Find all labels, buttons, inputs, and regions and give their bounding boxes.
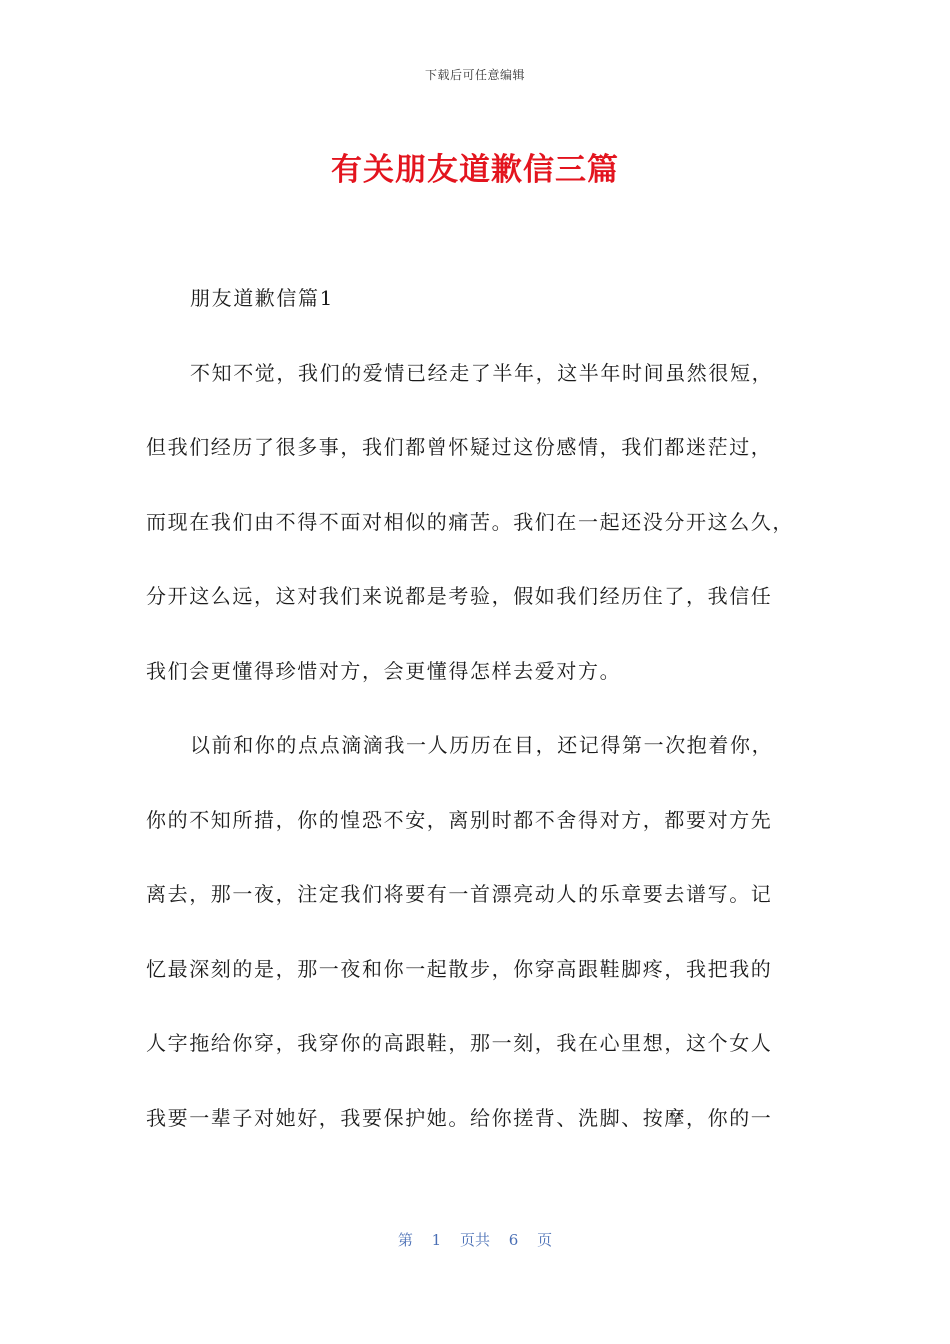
paragraph-line: 而现在我们由不得不面对相似的痛苦。我们在一起还没分开这么久， (146, 509, 794, 534)
paragraph-line: 不知不觉，我们的爱情已经走了半年，这半年时间虽然很短， (190, 360, 774, 385)
paragraph-line: 我要一辈子对她好，我要保护她。给你搓背、洗脚、按摩，你的一 (146, 1105, 773, 1130)
paragraph-line: 离去，那一夜，注定我们将要有一首漂亮动人的乐章要去谱写。记 (146, 882, 773, 906)
paragraph-line: 忆最深刻的是，那一夜和你一起散步，你穿高跟鞋脚疼，我把我的 (146, 956, 773, 981)
paragraph-line: 但我们经历了很多事，我们都曾怀疑过这份感情，我们都迷茫过， (146, 435, 773, 459)
document-body (146, 281, 806, 1175)
section-heading: 朋友道歉信篇1 (190, 286, 334, 310)
paragraph-line: 我们会更懂得珍惜对方，会更懂得怎样去爱对方。 (146, 658, 622, 683)
paragraph-line: 你的不知所措，你的惶恐不安，离别时都不舍得对方，都要对方先 (146, 807, 773, 832)
paragraph-line: 以前和你的点点滴滴我一人历历在目，还记得第一次抱着你， (190, 733, 774, 757)
document-title: 有关朋友道歉信三篇 (331, 152, 619, 188)
paragraph-line: 人字拖给你穿，我穿你的高跟鞋，那一刻，我在心里想，这个女人 (146, 1031, 773, 1055)
header-note: 下载后可任意编辑 (424, 68, 525, 82)
page-number: 第 1 页共 6 页 (397, 1231, 553, 1249)
paragraph-line: 分开这么远，这对我们来说都是考验，假如我们经历住了，我信任 (146, 584, 773, 608)
